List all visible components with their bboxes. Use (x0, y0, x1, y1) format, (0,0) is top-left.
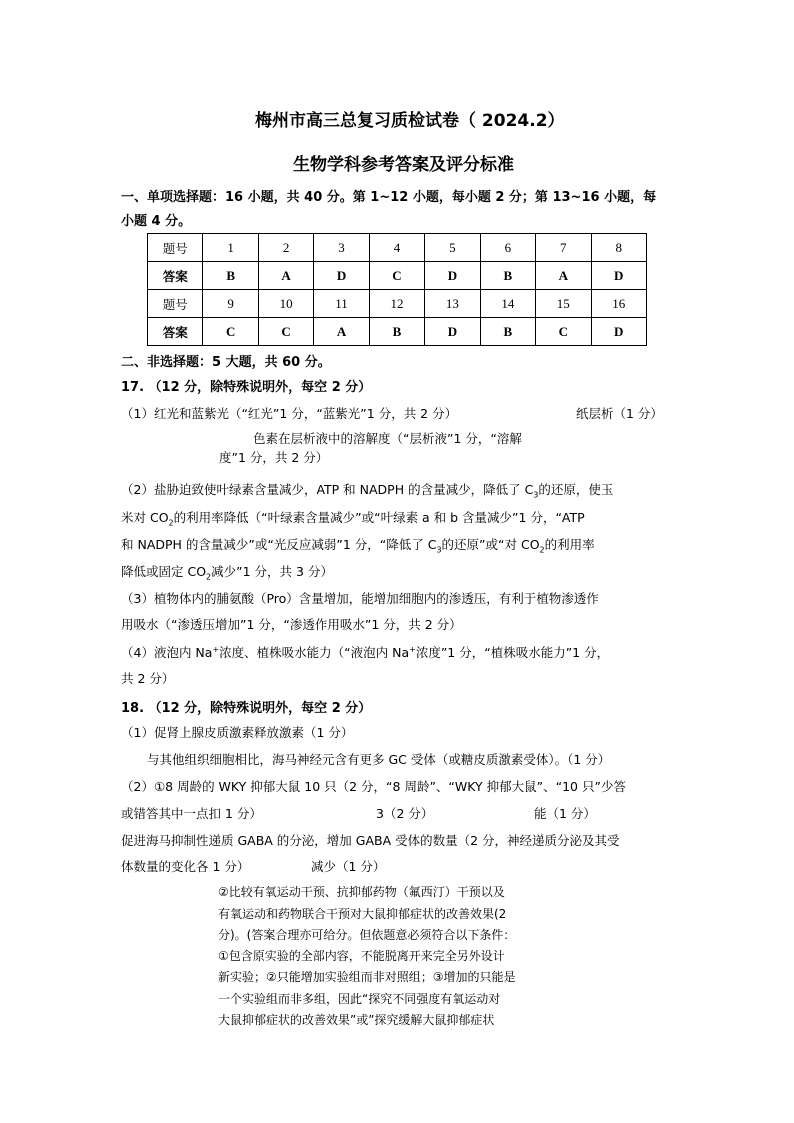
answer-label: 答案 (148, 262, 203, 290)
question-number: 11 (314, 290, 369, 318)
q18-boxed-answer-line: 分)。(答案合理亦可给分。但依题意必须符合以下条件： (218, 928, 516, 942)
q18-boxed-answer-line: ①包含原实验的全部内容，不能脱离开来完全另外设计 (218, 949, 505, 963)
question-number: 16 (591, 290, 647, 318)
q17-part1-answer-2: 纸层析（1 分） (576, 406, 663, 421)
question-number: 12 (369, 290, 424, 318)
q17-part2-line3: 和 NADPH 的含量减少”或“光反应减弱”1 分，“降低了 $C_3$的还原”或“对 $CO_2$的利用率 (121, 537, 595, 555)
answer-cell: B (369, 318, 424, 346)
q17-part1-answer: （1）红光和蓝紫光（“红光”1 分，“蓝紫光”1 分，共 2 分） (121, 406, 458, 421)
answer-cell: D (591, 318, 647, 346)
q18-part2-line1: （2）①8 周龄的 WKY 抑郁大鼠 10 只（2 分，“8 周龄”、“WKY 抑郁大鼠”、“10 只”少答 (121, 779, 626, 794)
q18-boxed-answer-line: 新实验；②只能增加实验组而非对照组；③增加的只能是 (218, 970, 516, 984)
q18-boxed-answer-line: 大鼠抑郁症状的改善效果”或”探究缓解大鼠抑郁症状 (218, 1013, 495, 1027)
q17-part4-line1: （4）液泡内 Na+浓度、植株吸水能力（“液泡内 Na+浓度”1 分，“植株吸水能力”1 分， (121, 644, 610, 660)
q18-part2-answer-3: 3（2 分） (376, 806, 434, 821)
section2-heading: 二、非选择题：5 大题，共 60 分。 (121, 355, 331, 370)
page-title: 梅州市高三总复习质检试卷（ 2024.2） (255, 111, 565, 131)
question-number: 1 (203, 234, 258, 262)
question-number: 6 (480, 234, 535, 262)
answer-cell: B (480, 262, 535, 290)
answer-cell: D (314, 262, 369, 290)
q18-part2-line4: 体数量的变化各 1 分） (121, 859, 250, 874)
question-number: 10 (258, 290, 313, 318)
q17-part2-line2: 米对 $CO_2$的利用率降低（“叶绿素含量减少”或“叶绿素 a 和 b 含量减少”1 分，“ATP (121, 510, 585, 528)
q17-part1-answer-3: 色素在层析液中的溶解度（“层析液”1 分，“溶解 (253, 431, 522, 446)
answer-cell: A (314, 318, 369, 346)
q17-part1-answer-3-cont: 度”1 分，共 2 分） (219, 450, 329, 465)
answer-cell: A (258, 262, 313, 290)
question-number: 13 (425, 290, 480, 318)
q17-part3-line2: 用吸水（“渗透压增加”1 分，“渗透作用吸水”1 分，共 2 分） (121, 617, 462, 632)
question-number: 4 (369, 234, 424, 262)
section1-intro-line1: 一、单项选择题：16 小题，共 40 分。第 1~12 小题，每小题 2 分；第 13~16 小题，每 (121, 190, 657, 205)
section1-intro-line2: 小题 4 分。 (121, 214, 192, 229)
page-subtitle: 生物学科参考答案及评分标准 (293, 155, 514, 175)
q18-part2-line3: 促进海马抑制性递质 GABA 的分泌，增加 GABA 受体的数量（2 分，神经递质分泌及其受 (121, 833, 620, 848)
answer-cell: C (258, 318, 313, 346)
question-number: 8 (591, 234, 647, 262)
question-number: 7 (536, 234, 591, 262)
question-number: 5 (425, 234, 480, 262)
answer-cell: B (480, 318, 535, 346)
answer-label: 答案 (148, 318, 203, 346)
question-number: 15 (536, 290, 591, 318)
table-row-questions-2 (148, 290, 647, 318)
q17-part2-line1: （2）盐胁迫致使叶绿素含量减少，ATP 和 NADPH 的含量减少，降低了 $C_3$的还原，使玉 (121, 482, 614, 500)
question-number: 3 (314, 234, 369, 262)
answer-cell: C (369, 262, 424, 290)
question-number: 9 (203, 290, 258, 318)
answer-cell: B (203, 262, 258, 290)
q17-heading: 17. （12 分，除特殊说明外，每空 2 分） (121, 380, 372, 395)
question-label: 题号 (148, 290, 203, 318)
q18-boxed-answer-line: 一个实验组而非多组，因此“探究不同强度有氧运动对 (218, 992, 501, 1006)
table-row-questions-1 (148, 234, 647, 262)
answer-cell: C (536, 318, 591, 346)
q18-boxed-answer-line: ②比较有氧运动干预、抗抑郁药物（氟西汀）干预以及 (218, 885, 505, 899)
answer-cell: C (203, 318, 258, 346)
q18-part2-line2: 或错答其中一点扣 1 分） (121, 806, 262, 821)
q17-part2-line4: 降低或固定 $CO_2$减少”1 分，共 3 分） (121, 564, 333, 582)
answer-cell: D (425, 262, 480, 290)
table-row-answers-1 (148, 262, 647, 290)
answer-cell: D (591, 262, 647, 290)
q18-part2-answer-decrease: 减少（1 分） (311, 859, 386, 874)
answer-cell: A (536, 262, 591, 290)
q18-part1-line1: （1）促肾上腺皮质激素释放激素（1 分） (121, 725, 354, 740)
q17-part3-line1: （3）植物体内的脯氨酸（Pro）含量增加，能增加细胞内的渗透压，有利于植物渗透作 (121, 591, 599, 606)
table-row-answers-2 (148, 318, 647, 346)
question-number: 14 (480, 290, 535, 318)
q18-part2-answer-can: 能（1 分） (534, 806, 596, 821)
q18-boxed-answer-line: 有氧运动和药物联合干预对大鼠抑郁症状的改善效果(2 (218, 907, 507, 921)
question-number: 2 (258, 234, 313, 262)
q17-part4-line2: 共 2 分） (121, 671, 175, 686)
answer-cell: D (425, 318, 480, 346)
q18-part1-line2: 与其他组织细胞相比，海马神经元含有更多 GC 受体（或糖皮质激素受体）。（1 分） (147, 752, 611, 767)
question-label: 题号 (148, 234, 203, 262)
answer-table (147, 233, 647, 346)
q18-heading: 18. （12 分，除特殊说明外，每空 2 分） (121, 701, 372, 716)
